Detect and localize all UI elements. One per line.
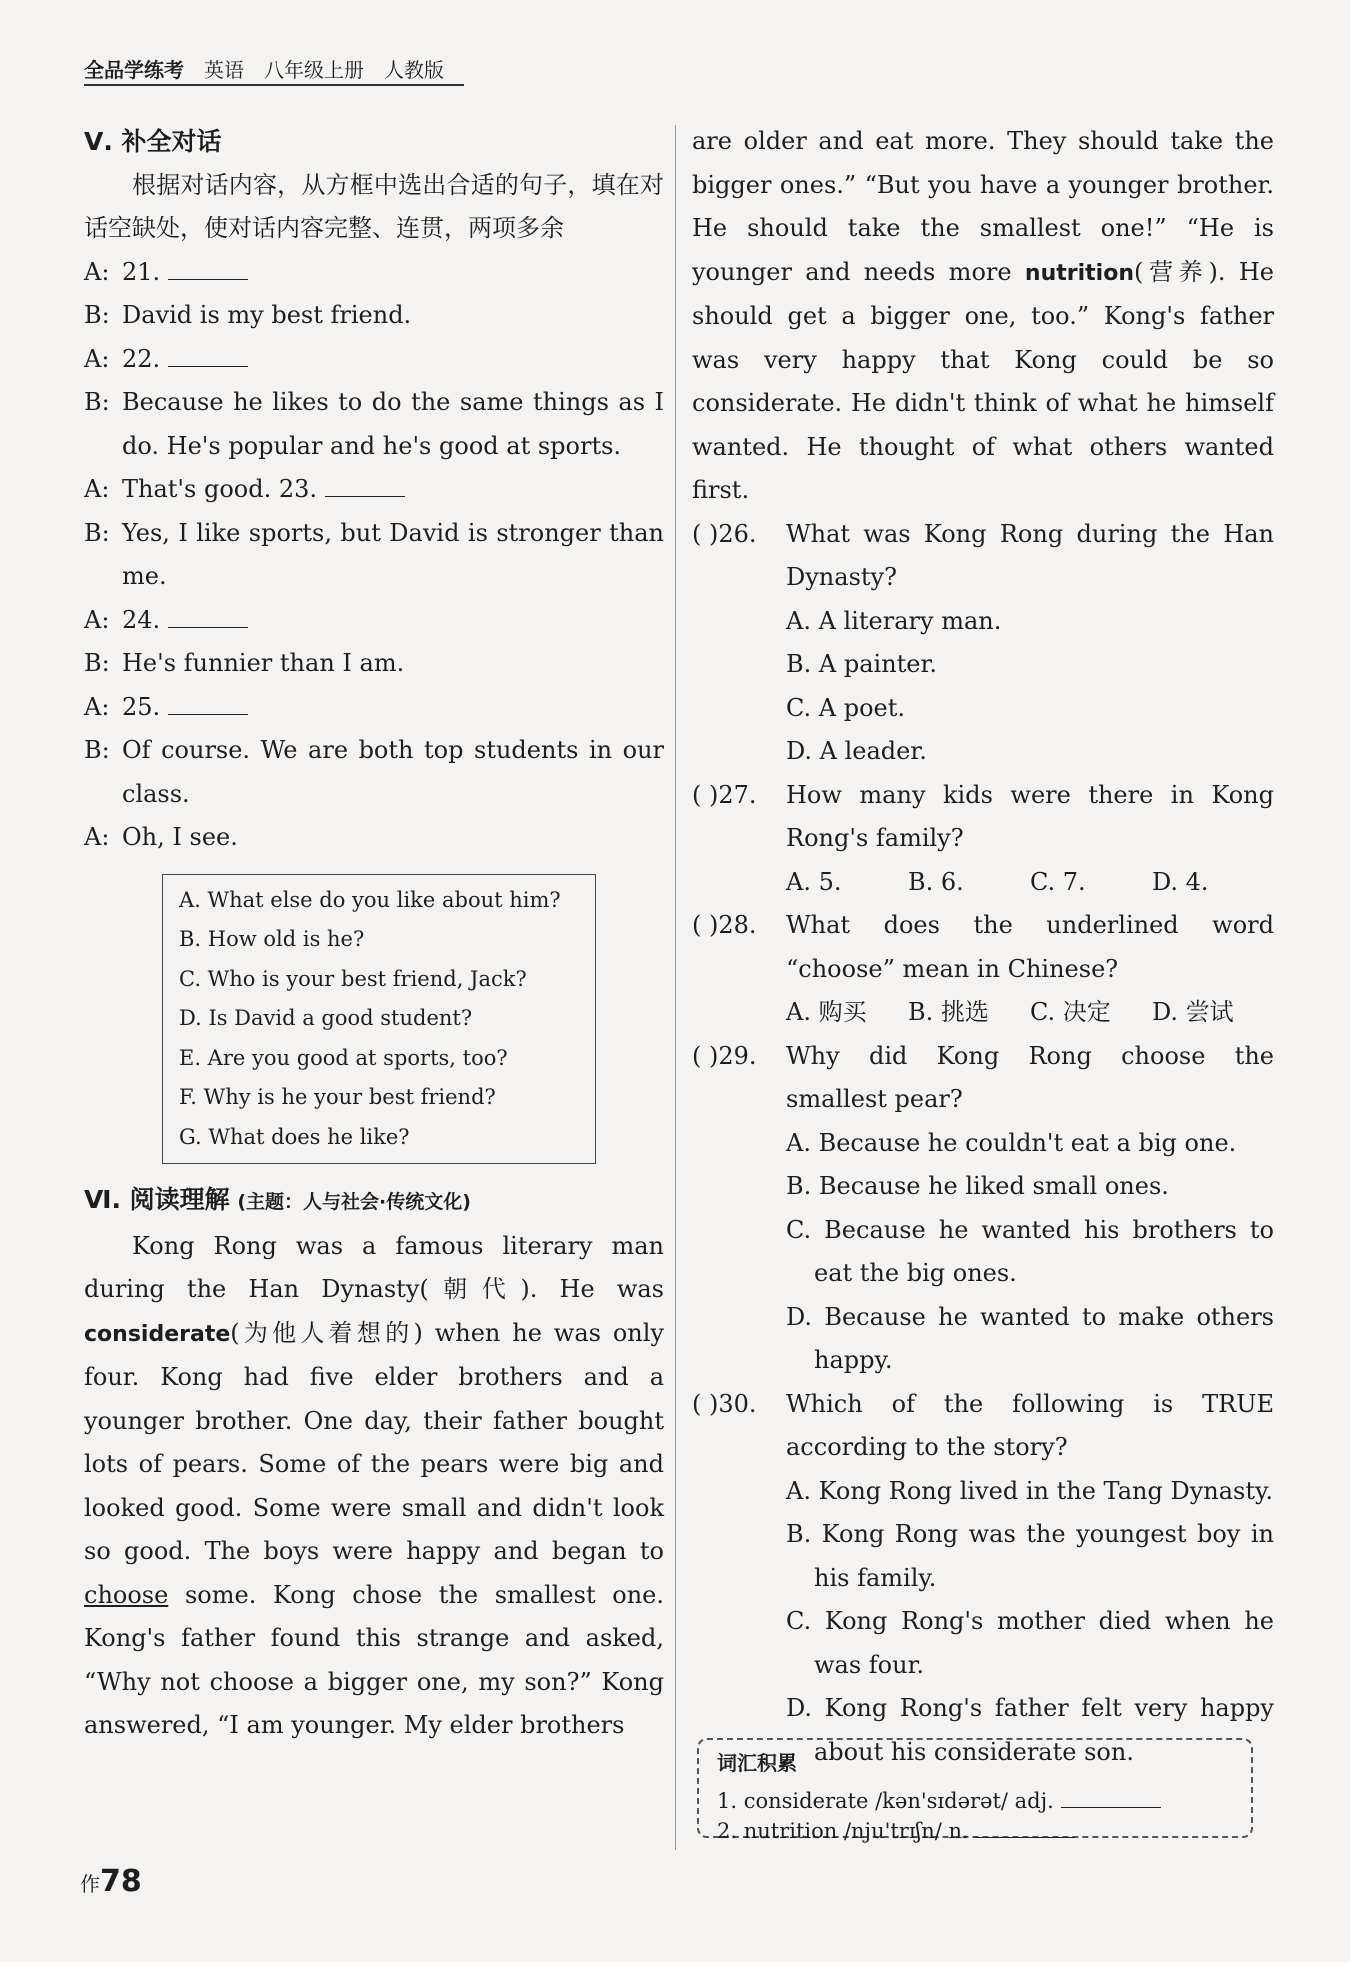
passage-text: some. Kong chose the smallest one. Kong's father found this strange and asked, “Why not choose a bigger one, my son?” Kong answered, “I am younger. My elder brothers — [84, 1580, 664, 1739]
answer-option: B. A painter. — [786, 650, 937, 678]
dialogue-line: B: Because he likes to do the same things as I do. He's popular and he's good at sports. — [84, 388, 664, 460]
passage-text: (营养). He should get a bigger one, too.” Kong's father was very happy that Kong could be so considerate. He didn't think of what he himself wanted. He thought of what others wanted first. — [692, 257, 1274, 504]
vocab-blank[interactable] — [1061, 1786, 1161, 1808]
section-6-title — [84, 1178, 664, 1225]
dialogue-line: B: Yes, I like sports, but David is stronger than me. — [84, 518, 664, 590]
vocab-item: 1. considerate /kən'sɪdərət/ adj. — [717, 1782, 1233, 1820]
passage-text: Kong Rong was a famous literary man during the Han Dynasty(朝代). He was — [84, 1231, 664, 1303]
answer-option: D. 尝试 — [1152, 998, 1234, 1026]
section-5-instruction: 根据对话内容，从方框中选出合适的句子，填在对话空缺处，使对话内容完整、连贯，两项多余 — [84, 170, 664, 242]
keyword-nutrition-line — [1025, 258, 1134, 286]
dialogue-line: A: 21. — [84, 251, 664, 295]
answer-option: A. 购买 — [786, 998, 867, 1026]
header-rule — [84, 84, 464, 86]
option-item: F. Why is he your best friend? — [179, 1085, 496, 1109]
answer-blank[interactable] — [168, 255, 248, 280]
vocab-blank[interactable] — [975, 1816, 1075, 1838]
answer-option: D. Kong Rong's father felt very happy about his considerate son. — [786, 1694, 1274, 1766]
answer-blank[interactable] — [325, 472, 405, 497]
question: ( )30. Which of the following is TRUE according to the story? — [692, 1383, 1274, 1470]
header-grade: 八年级上册 — [264, 58, 364, 82]
options-row — [692, 687, 1274, 774]
right-column — [692, 120, 1274, 1774]
underlined-word: choose — [84, 1580, 169, 1609]
vocab-item: 2. nutrition /nju'trɪʃn/ n. — [717, 1812, 1233, 1850]
answer-option: B. 6. — [908, 867, 964, 896]
passage-text: (为他人着想的) when he was only four. Kong had five elder brothers and a younger brother. One day, their father bought lots of pears. Some of the pears were big and looked good. Some were small and didn't look so good. The boys were happy and began to — [84, 1318, 664, 1565]
option-item: D. Is David a good student? — [179, 1006, 473, 1030]
dialogue-line: A: Oh, I see. — [84, 823, 238, 851]
answer-option: D. 4. — [1152, 867, 1209, 896]
answer-option: A. A literary man. — [786, 606, 1002, 635]
keyword-nutrition: nutrition — [1024, 260, 1134, 286]
left-column — [84, 120, 664, 1748]
answer-option: B. Kong Rong was the youngest boy in his family. — [786, 1520, 1274, 1592]
dialogue-line: B: David is my best friend. — [84, 301, 412, 329]
dialogue-line: A: 22. — [84, 338, 664, 382]
passage-text: are older and eat more. They should take the bigger ones.” “But you have a younger brother. He should take the smallest one!” “He is younger and needs more — [692, 127, 1274, 286]
answer-blank[interactable] — [168, 603, 248, 628]
page-number: 作78 — [80, 1864, 142, 1899]
question-number[interactable]: ( )30. — [692, 1389, 757, 1418]
answer-option: C. Kong Rong's mother died when he was four. — [786, 1607, 1274, 1679]
option-item: C. Who is your best friend, Jack? — [179, 966, 527, 991]
keyword-considerate: considerate — [84, 1321, 231, 1347]
vocabulary-box — [697, 1738, 1253, 1843]
dialogue-line: B: He's funnier than I am. — [84, 649, 405, 677]
answer-option: B. Because he liked small ones. — [786, 1172, 1169, 1200]
answer-option: A. 5. — [786, 867, 842, 896]
answer-option: C. Because he wanted his brothers to eat the big ones. — [786, 1215, 1274, 1287]
dialogue-line: B: Of course. We are both top students in our class. — [84, 736, 664, 808]
question: ( )26. What was Kong Rong during the Han Dynasty? — [692, 513, 1274, 600]
header-edition: 人教版 — [384, 58, 444, 82]
option-item: B. How old is he? — [179, 927, 365, 951]
answer-option: D. Because he wanted to make others happy. — [786, 1302, 1274, 1374]
page-header — [84, 54, 464, 83]
options-row — [692, 861, 1274, 905]
options-box — [162, 874, 596, 1165]
question-number[interactable]: ( )29. — [692, 1041, 757, 1070]
answer-option: D. A leader. — [786, 737, 927, 765]
answer-option: B. 挑选 — [908, 998, 989, 1026]
option-item: A. What else do you like about him? — [179, 887, 561, 912]
answer-option: A. Kong Rong lived in the Tang Dynasty. — [786, 1476, 1273, 1505]
question-number[interactable]: ( )26. — [692, 519, 757, 548]
answer-option: A. Because he couldn't eat a big one. — [786, 1128, 1237, 1157]
question: ( )28. What does the underlined word “choose” mean in Chinese? — [692, 904, 1274, 991]
dialogue — [84, 251, 664, 860]
section-6-heading: Ⅵ. 阅读理解 — [84, 1185, 230, 1214]
answer-blank[interactable] — [168, 690, 248, 715]
answer-option: C. 7. — [1030, 867, 1086, 896]
answer-option: C. A poet. — [786, 693, 906, 722]
header-series: 全品学练考 — [84, 58, 184, 82]
question: ( )27. How many kids were there in Kong Rong's family? — [692, 774, 1274, 861]
options-row — [692, 991, 1274, 1035]
questions — [692, 513, 1274, 1775]
options-row — [692, 600, 1274, 687]
reading-passage-part1 — [84, 1225, 664, 1748]
option-item: E. Are you good at sports, too? — [179, 1045, 508, 1070]
reading-passage-part2 — [692, 120, 1274, 513]
dialogue-line: A: 25. — [84, 686, 664, 730]
section-5-title: Ⅴ. 补全对话 — [84, 127, 222, 156]
dialogue-line: A: That's good. 23. — [84, 468, 664, 512]
column-divider — [675, 125, 676, 1850]
vocabulary-title: 词汇积累 — [717, 1751, 797, 1775]
dialogue-line: A: 24. — [84, 599, 664, 643]
question-number[interactable]: ( )27. — [692, 780, 757, 809]
question: ( )29. Why did Kong Rong choose the smallest pear? — [692, 1035, 1274, 1122]
section-6-theme: (主题：人与社会·传统文化) — [237, 1191, 471, 1213]
header-subject: 英语 — [204, 58, 244, 82]
option-item: G. What does he like? — [179, 1124, 410, 1149]
answer-blank[interactable] — [168, 342, 248, 367]
answer-option: C. 决定 — [1030, 998, 1111, 1026]
question-number[interactable]: ( )28. — [692, 911, 757, 939]
